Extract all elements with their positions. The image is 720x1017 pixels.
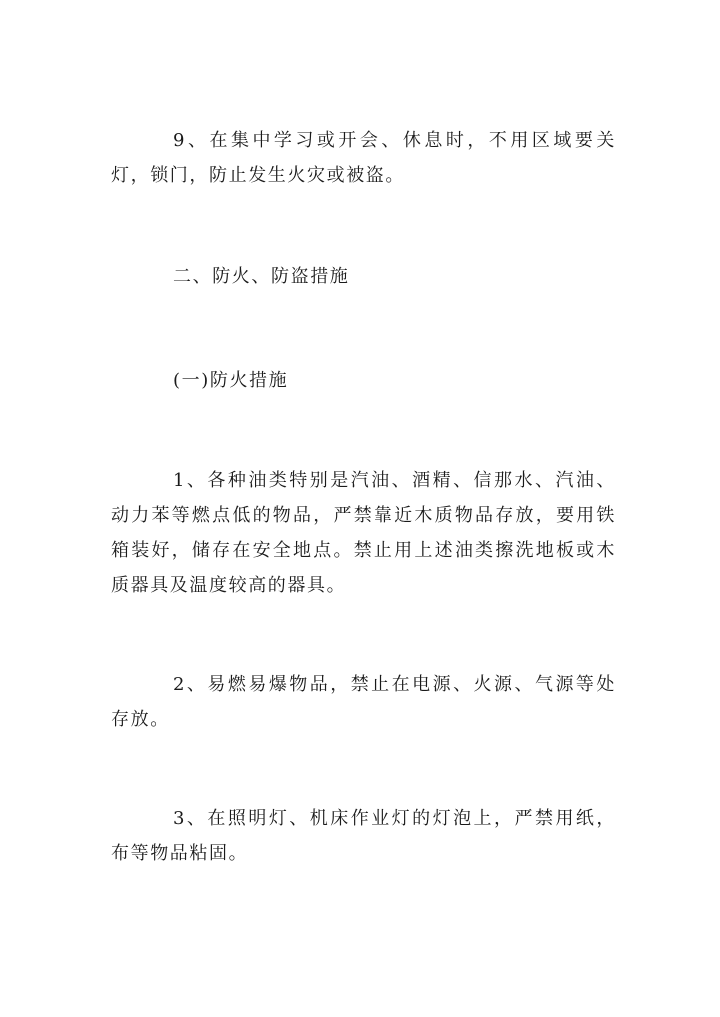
paragraph-item-3: 3、在照明灯、机床作业灯的灯泡上，严禁用纸，布等物品粘固。	[111, 808, 616, 864]
paragraph-item-9: 9、在集中学习或开会、休息时，不用区域要关灯，锁门，防止发生火灾或被盗。	[111, 130, 616, 186]
paragraph-item-2: 2、易燃易爆物品，禁止在电源、火源、气源等处存放。	[111, 674, 616, 730]
subsection-heading-fire-measures: (一)防火措施	[173, 370, 289, 391]
section-heading-fire-theft-measures: 二、防火、防盗措施	[173, 266, 350, 287]
paragraph-item-1: 1、各种油类特别是汽油、酒精、信那水、汽油、动力苯等燃点低的物品，严禁靠近木质物品存放，要用铁箱装好，储存在安全地点。禁止用上述油类擦洗地板或木质器具及温度较高的器具。	[111, 470, 616, 596]
